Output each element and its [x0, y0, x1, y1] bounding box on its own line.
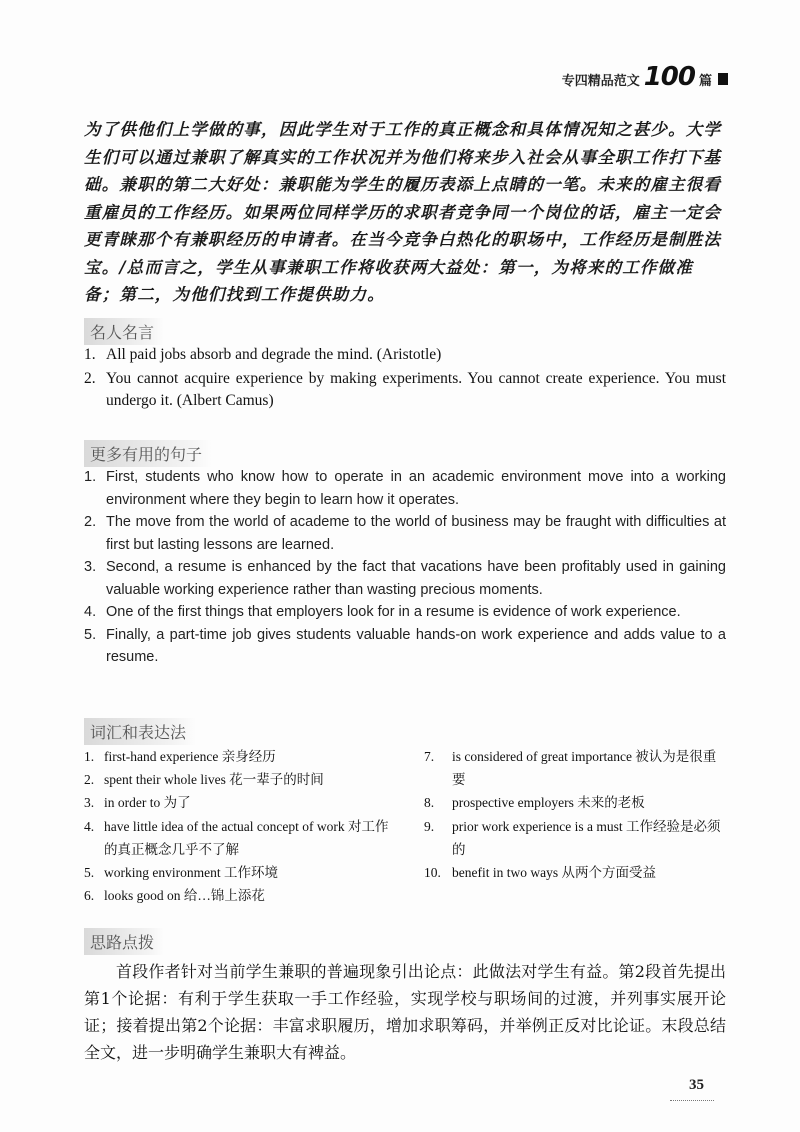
item-number: 9.: [424, 818, 435, 834]
item-text: First, students who know how to operate in an academic environment move into a working environment where they begin to learn how it operates.: [106, 469, 726, 508]
quotes-section-title: 名人名言: [84, 318, 164, 345]
list-item: [84, 601, 726, 624]
item-text: prospective employers 未来的老板: [452, 795, 645, 811]
list-item: [424, 861, 724, 884]
item-text: All paid jobs absorb and degrade the mind. (Aristotle): [106, 346, 442, 363]
list-item: [84, 511, 726, 556]
item-number: 1.: [84, 749, 95, 764]
item-text: spent their whole lives 花一辈子的时间: [104, 772, 324, 788]
item-text: The move from the world of academe to the world of business may be fraught with difficulties at first but lasting lessons are learned.: [106, 514, 726, 553]
list-item: [84, 368, 726, 412]
item-text: working environment 工作环境: [104, 865, 278, 881]
list-item: [84, 861, 394, 884]
item-number: 4.: [84, 818, 95, 834]
item-text: looks good on 给…锦上添花: [104, 888, 265, 904]
list-item: [84, 624, 726, 669]
item-number: 2.: [84, 370, 96, 387]
item-text: prior work experience is a must 工作经验是必须的: [452, 818, 721, 857]
vocabulary-section-title: 词汇和表达法: [84, 718, 196, 745]
list-item: [424, 745, 724, 791]
item-text: You cannot acquire experience by making experiments. You cannot create experience. You must undergo it. (Albert Camus): [106, 370, 726, 409]
list-item: [84, 791, 394, 814]
header-mark-icon: [718, 73, 728, 85]
list-item: [84, 768, 394, 791]
item-number: 5.: [84, 865, 95, 881]
item-text: first-hand experience 亲身经历: [104, 749, 276, 764]
item-number: 10.: [424, 865, 441, 881]
item-text: is considered of great importance 被认为是很重要: [452, 749, 717, 788]
item-number: 8.: [424, 795, 435, 811]
list-item: [84, 344, 726, 366]
item-number: 2.: [84, 514, 97, 530]
item-text: in order to 为了: [104, 795, 191, 811]
item-text: One of the first things that employers look for in a resume is evidence of work experience.: [106, 604, 681, 620]
analysis-section-title: 思路点拨: [84, 928, 164, 955]
item-number: 5.: [84, 626, 97, 643]
item-text: benefit in two ways 从两个方面受益: [452, 865, 656, 881]
page-number-divider: [670, 1100, 714, 1101]
vocabulary-left-list: [84, 745, 394, 907]
list-item: [424, 791, 724, 814]
sentences-list: [84, 466, 726, 669]
item-number: 7.: [424, 749, 435, 764]
list-item: [424, 815, 724, 861]
running-header: [562, 62, 728, 92]
item-number: 1.: [84, 346, 96, 363]
sentences-section-title: 更多有用的句子: [84, 440, 212, 467]
header-number: 100: [643, 62, 695, 92]
item-number: 4.: [84, 604, 97, 620]
header-label: 专四精品范文: [561, 74, 640, 89]
item-number: 6.: [84, 888, 95, 904]
header-suffix: 篇: [698, 74, 712, 89]
item-text: Finally, a part-time job gives students valuable hands-on work experience and adds value to a resume.: [106, 626, 726, 665]
item-number: 2.: [84, 772, 95, 788]
list-item: [84, 556, 726, 601]
list-item: [84, 466, 726, 511]
analysis-paragraph: 首段作者针对当前学生兼职的普遍现象引出论点：此做法对学生有益。第2段首先提出第1个论据：有利于学生获取一手工作经验，实现学校与职场间的过渡，并列事实展开论证；接着提出第2个论据：丰富求职履历，增加求职筹码，并举例正反对比论证。末段总结全文，进一步明确学生兼职大有裨益。: [84, 962, 726, 1062]
page-number: 35: [689, 1077, 704, 1093]
list-item: [84, 815, 394, 861]
item-number: 3.: [84, 795, 95, 811]
list-item: [84, 884, 394, 907]
item-number: 1.: [84, 469, 97, 485]
vocabulary-right-list: [424, 745, 724, 884]
quotes-list: [84, 344, 726, 414]
body-paragraph: 为了供他们上学做的事，因此学生对于工作的真正概念和具体情况知之甚少。大学生们可以通过兼职了解真实的工作状况并为他们将来步入社会从事全职工作打下基础。兼职的第二大好处：兼职能为学生的履历表添上点睛的一笔。未来的雇主很看重雇员的工作经历。如果两位同样学历的求职者竞争同一个岗位的话，雇主一定会更青睐那个有兼职经历的申请者。在当今竞争白热化的职场中，工作经历是制胜法宝。/总而言之，学生从事兼职工作将收获两大益处：第一，为将来的工作做准备；第二，为他们找到工作提供助力。: [84, 120, 722, 304]
item-text: Second, a resume is enhanced by the fact that vacations have been profitably used in gaining valuable working experience rather than wasting precious moments.: [106, 559, 726, 598]
item-number: 3.: [84, 559, 97, 575]
item-text: have little idea of the actual concept of work 对工作的真正概念几乎不了解: [104, 818, 389, 857]
list-item: [84, 745, 394, 768]
